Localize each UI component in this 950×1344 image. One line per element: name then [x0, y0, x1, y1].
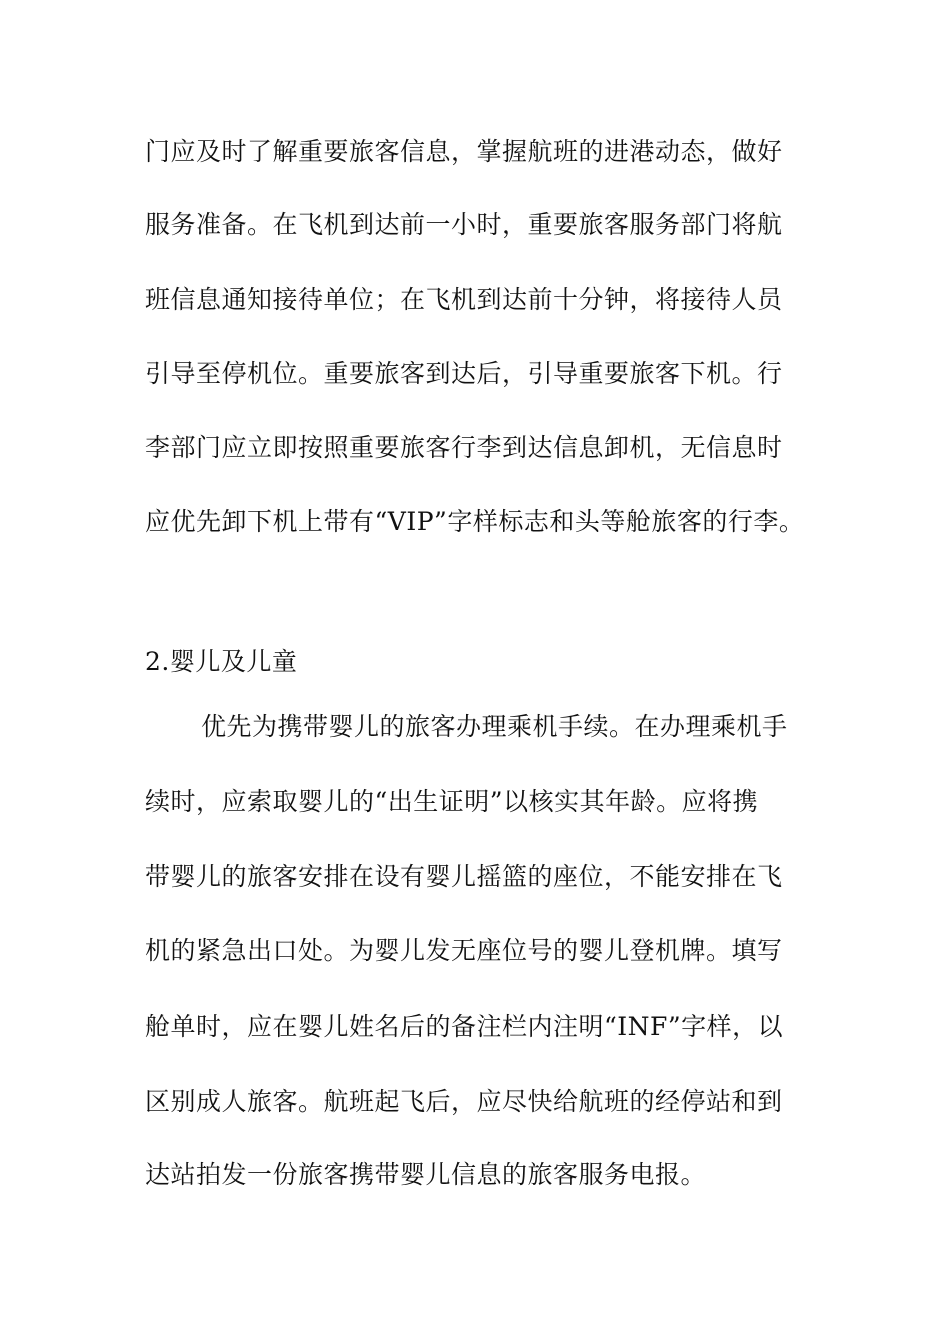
section-heading: 2.婴儿及儿童 [145, 647, 298, 676]
text-line: 续时，应索取婴儿的“出生证明”以核实其年龄。应将携 [145, 787, 759, 816]
text-line: 李部门应立即按照重要旅客行李到达信息卸机，无信息时 [145, 433, 783, 462]
text-line: 门应及时了解重要旅客信息，掌握航班的进港动态，做好 [145, 137, 783, 166]
text-line: 优先为携带婴儿的旅客办理乘机手续。在办理乘机手 [201, 712, 788, 741]
text-line: 达站拍发一份旅客携带婴儿信息的旅客服务电报。 [145, 1160, 707, 1189]
text-line: 应优先卸下机上带有“VIP”字样标志和头等舱旅客的行李。 [145, 507, 805, 536]
text-line: 机的紧急出口处。为婴儿发无座位号的婴儿登机牌。填写 [145, 936, 783, 965]
text-line: 引导至停机位。重要旅客到达后，引导重要旅客下机。行 [145, 359, 783, 388]
text-line: 班信息通知接待单位；在飞机到达前十分钟，将接待人员 [145, 285, 783, 314]
text-line: 区别成人旅客。航班起飞后，应尽快给航班的经停站和到 [145, 1087, 783, 1116]
text-line: 服务准备。在飞机到达前一小时，重要旅客服务部门将航 [145, 210, 783, 239]
text-line: 带婴儿的旅客安排在设有婴儿摇篮的座位，不能安排在飞 [145, 862, 783, 891]
text-line: 舱单时，应在婴儿姓名后的备注栏内注明“INF”字样，以 [145, 1012, 784, 1041]
